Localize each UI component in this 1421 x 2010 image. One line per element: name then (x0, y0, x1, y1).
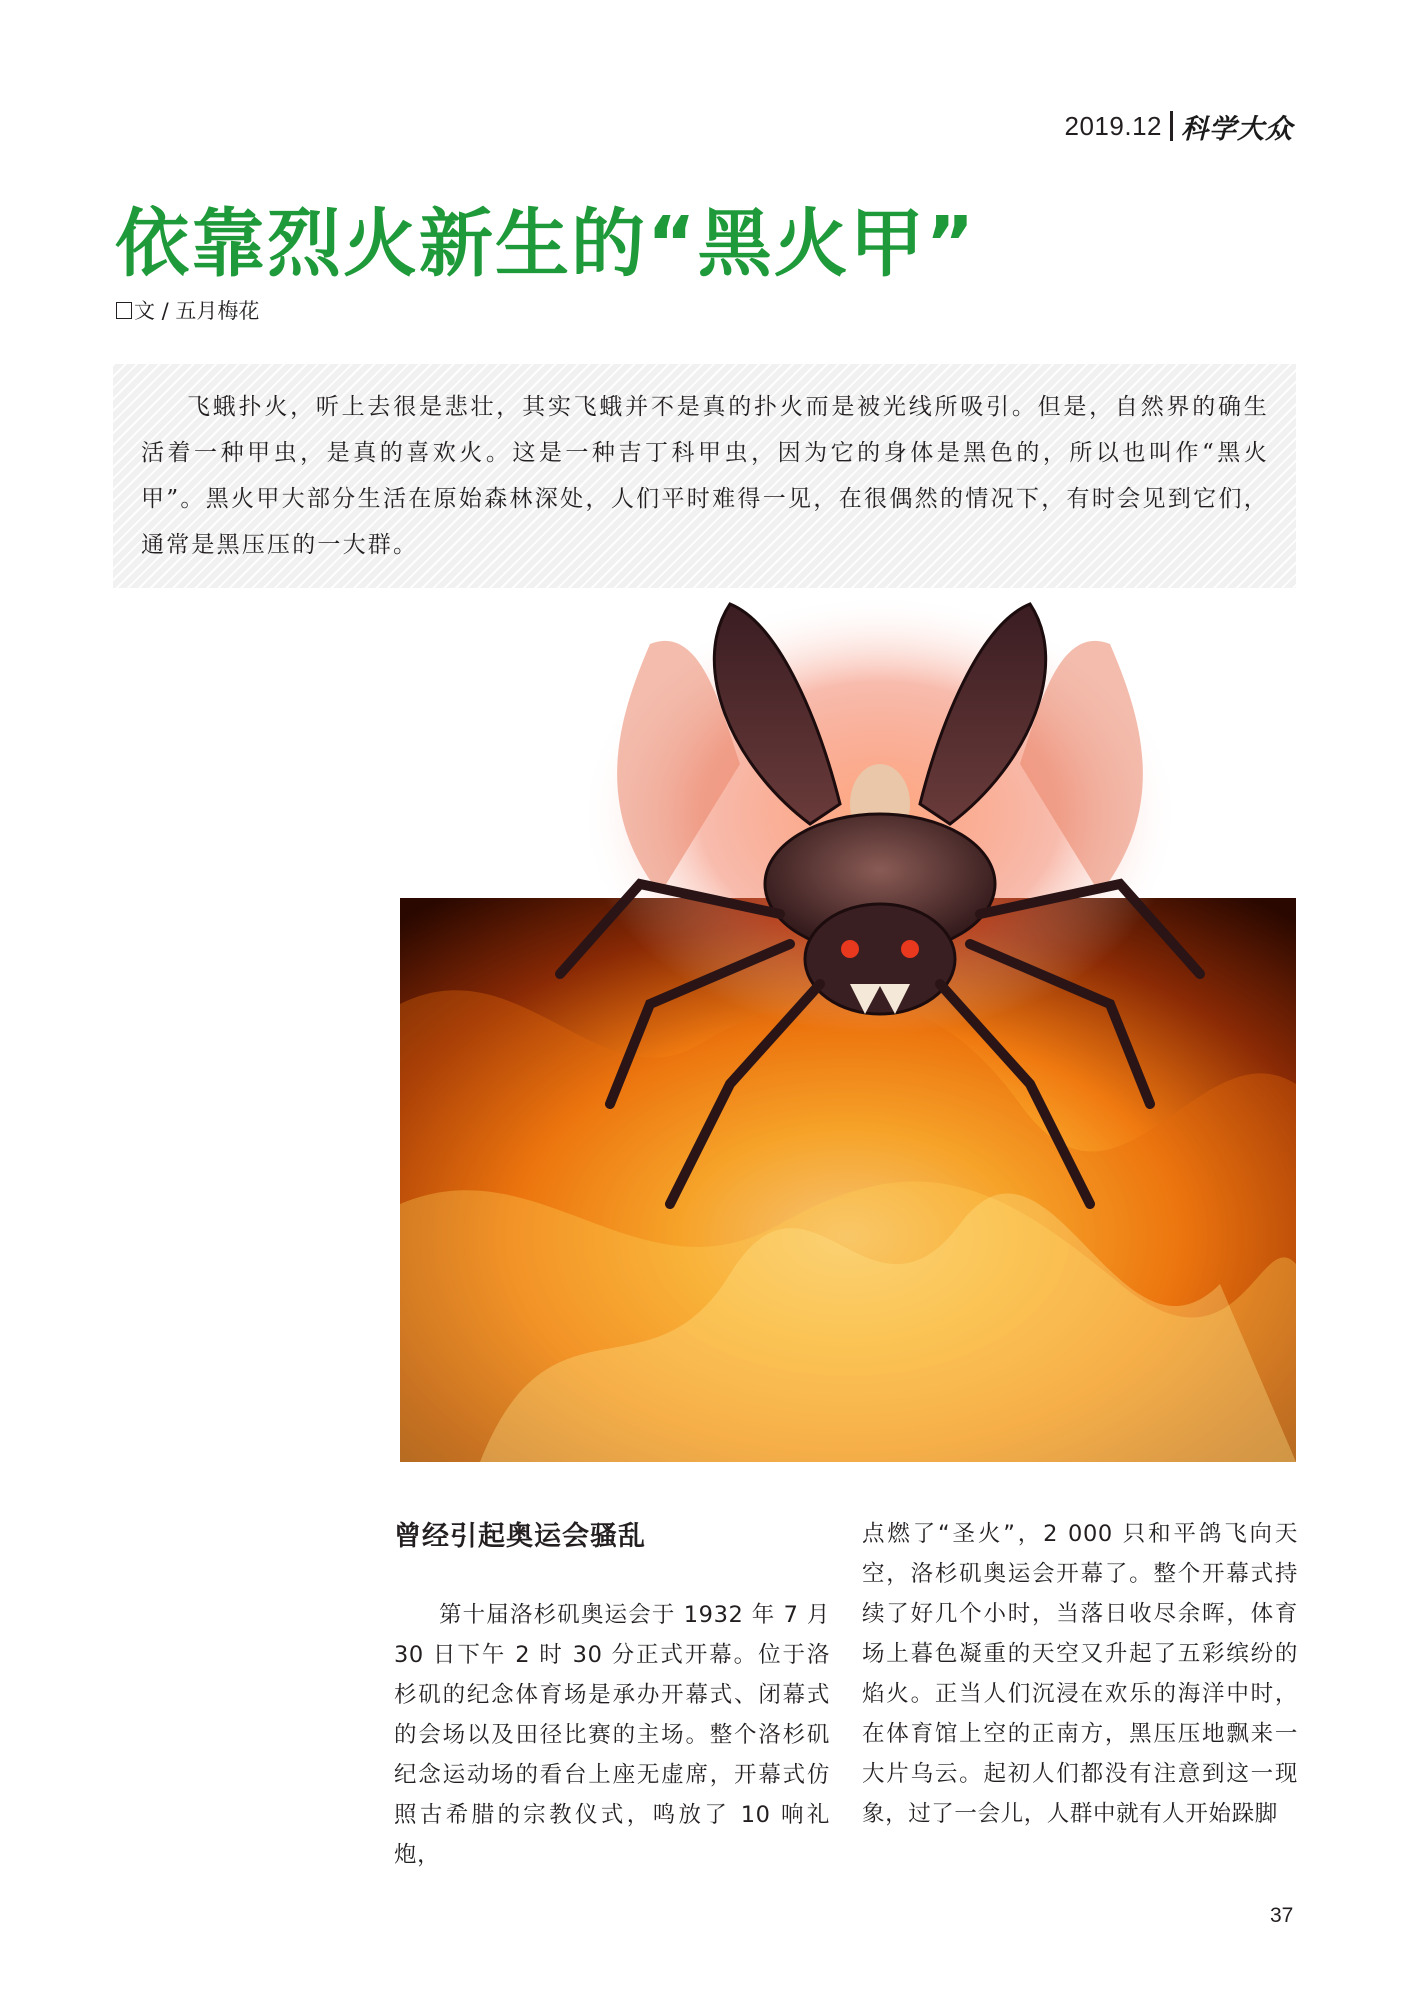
magazine-logo: 科学大众 (1181, 113, 1293, 145)
byline (116, 295, 259, 325)
body-paragraph-continued: 点燃了“圣火”，2 000 只和平鸽飞向天空，洛杉矶奥运会开幕了。整个开幕式持续了好几个小时，当落日收尽余晖，体育场上暮色凝重的天空又升起了五彩缤纷的焰火。正当人们沉浸在欢乐的海洋中时，在体育馆上空的正南方，黑压压地飘来一大片乌云。起初人们都没有注意到这一现象，过了一会儿，人群中就有人开始跺脚 (862, 1521, 1298, 1827)
intro-box (113, 364, 1296, 588)
fire-beetle-image (400, 584, 1296, 1462)
issue-date: 2019.12 (1064, 110, 1162, 141)
article-title: 依靠烈火新生的“黑火甲” (115, 201, 977, 287)
square-box-icon (116, 302, 132, 319)
page-header (1065, 106, 1293, 146)
body-column-left (394, 1595, 830, 1875)
header-divider (1170, 111, 1173, 141)
page-number: 37 (1270, 1904, 1294, 1927)
body-paragraph: 第十届洛杉矶奥运会于 1932 年 7 月 30 日下午 2 时 30 分正式开幕。位于洛杉矶的纪念体育场是承办开幕式、闭幕式的会场以及田径比赛的主场。整个洛杉矶纪念运动场的看台上座无虚席，开幕式仿照古希腊的宗教仪式，鸣放了 10 响礼炮， (394, 1602, 830, 1868)
intro-paragraph: 飞蛾扑火，听上去很是悲壮，其实飞蛾并不是真的扑火而是被光线所吸引。但是，自然界的确生活着一种甲虫，是真的喜欢火。这是一种吉丁科甲虫，因为它的身体是黑色的，所以也叫作“黑火甲”。黑火甲大部分生活在原始森林深处，人们平时难得一见，在很偶然的情况下，有时会见到它们，通常是黑压压的一大群。 (141, 394, 1269, 558)
fire-beetle-illustration (400, 584, 1296, 1462)
body-column-right (862, 1514, 1298, 1834)
byline-text: 文 / 五月梅花 (134, 299, 260, 323)
section-heading: 曾经引起奥运会骚乱 (394, 1521, 646, 1552)
